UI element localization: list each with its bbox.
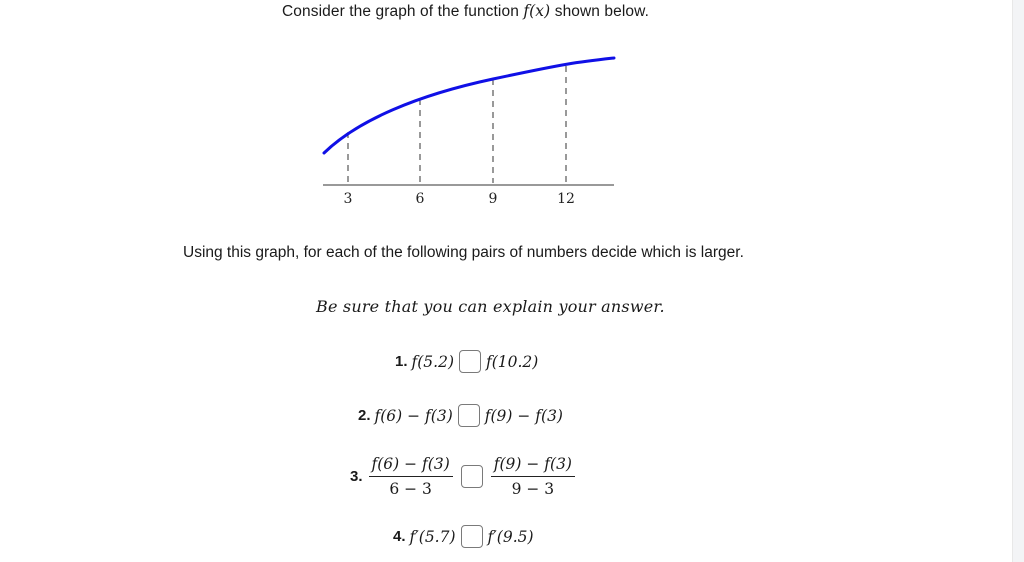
left-fraction: [369, 455, 453, 498]
vertical-scrollbar[interactable]: [1012, 0, 1024, 562]
question-right-expr: f(10.2): [486, 352, 539, 371]
right-fraction-numerator: f(9) − f(3): [491, 455, 575, 477]
tick-label-6: 6: [415, 191, 425, 207]
question-number: 3.: [350, 468, 363, 485]
question-right-expr: f(9) − f(3): [484, 406, 563, 425]
question-left-expr: f(5.2): [411, 352, 454, 371]
comparison-answer-box[interactable]: [459, 350, 481, 373]
explain-note: Be sure that you can explain your answer.: [316, 297, 665, 316]
question-number: 1.: [395, 353, 408, 370]
intro-prefix: Consider the graph of the function: [282, 3, 524, 20]
function-curve: [324, 58, 614, 153]
question-left-expr: f(6) − f(3): [374, 406, 453, 425]
intro-text: [282, 2, 649, 21]
comparison-answer-box[interactable]: [458, 404, 480, 427]
tick-label-12: 12: [557, 191, 575, 207]
question-1: [395, 350, 538, 373]
question-right-expr: f′(9.5): [487, 527, 534, 546]
question-left-expr: f′(5.7): [409, 527, 456, 546]
comparison-answer-box[interactable]: [461, 465, 483, 488]
tick-label-3: 3: [343, 191, 353, 207]
question-4: [393, 525, 534, 548]
question-number: 4.: [393, 528, 406, 545]
question-number: 2.: [358, 407, 371, 424]
question-2: [358, 404, 563, 427]
left-fraction-numerator: f(6) − f(3): [369, 455, 453, 477]
intro-suffix: shown below.: [550, 3, 649, 20]
left-fraction-denominator: 6 − 3: [389, 480, 432, 498]
question-3: [350, 455, 575, 498]
function-graph: [318, 50, 618, 210]
function-label: f(x): [523, 2, 551, 20]
comparison-answer-box[interactable]: [461, 525, 483, 548]
instruction-text: Using this graph, for each of the following pairs of numbers decide which is larger.: [183, 244, 744, 261]
tick-label-9: 9: [488, 191, 498, 207]
right-fraction-denominator: 9 − 3: [511, 480, 555, 498]
right-fraction: [491, 455, 575, 498]
